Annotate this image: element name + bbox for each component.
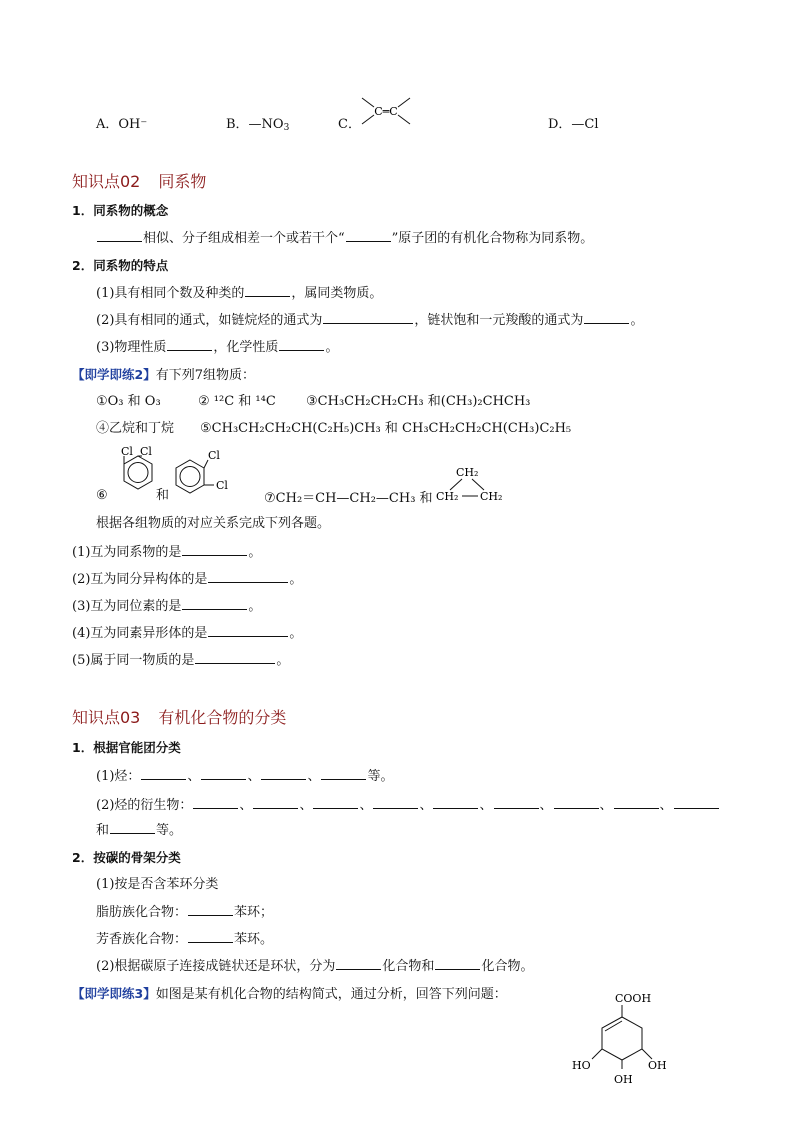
blank[interactable]	[97, 229, 142, 242]
question-2: (2)互为同分异构体的是 。	[72, 572, 303, 587]
alkene-label: C═C	[374, 105, 398, 118]
group-3: ③CH₃CH₂CH₂CH₃ 和(CH₃)₂CHCH₃	[306, 394, 531, 409]
chain-ring-line: (2)根据碳原子连接成链状还是环状，分为 化合物和 化合物。	[96, 959, 534, 974]
answer-blank[interactable]	[208, 624, 288, 637]
svg-text:Cl: Cl	[121, 445, 133, 458]
group-6-label: ⑥	[96, 488, 108, 503]
blank[interactable]	[167, 338, 212, 351]
question-5: (5)属于同一物质的是 。	[72, 653, 290, 668]
blank[interactable]	[373, 796, 418, 809]
svg-text:Cl: Cl	[140, 445, 152, 458]
carbon-skeleton-heading: 2．按碳的骨架分类	[72, 850, 181, 865]
group-5: ⑤CH₃CH₂CH₂CH(C₂H₅)CH₃ 和 CH₃CH₂CH₂CH(CH₃)C₂H₅	[200, 421, 572, 436]
blank[interactable]	[494, 796, 539, 809]
section-03-heading: 知识点03 有机化合物的分类	[72, 708, 287, 727]
blank[interactable]	[188, 930, 233, 943]
svg-text:HO: HO	[572, 1059, 591, 1072]
derivatives-line: (2)烃的衍生物： 、 、 、 、 、 、 、 、	[96, 796, 720, 815]
blank[interactable]	[188, 903, 233, 916]
hydrocarbon-line: (1)烃： 、 、 、 等。	[96, 769, 394, 784]
ortho-dichlorobenzene-structure	[112, 444, 160, 504]
blank[interactable]	[321, 767, 366, 780]
blank[interactable]	[141, 767, 186, 780]
svg-text:CH₂: CH₂	[436, 490, 459, 503]
homolog-features-heading: 2．同系物的特点	[72, 258, 169, 273]
blank[interactable]	[435, 957, 480, 970]
derivatives-line-2: 和 等。	[96, 823, 183, 838]
blank[interactable]	[433, 796, 478, 809]
blank[interactable]	[584, 311, 629, 324]
group-2: ② ¹²C 和 ¹⁴C	[198, 394, 276, 409]
homolog-concept-heading: 1．同系物的概念	[72, 203, 169, 218]
blank[interactable]	[110, 821, 155, 834]
meta-dichlorobenzene-structure	[170, 444, 240, 504]
option-a: A．OH⁻	[96, 117, 148, 132]
svg-text:CH₂: CH₂	[480, 490, 503, 503]
svg-text:OH: OH	[648, 1059, 667, 1072]
option-c: C．	[338, 117, 361, 132]
group-6-and: 和	[156, 488, 170, 503]
answer-blank[interactable]	[208, 570, 288, 583]
section-02-heading: 知识点02 同系物	[72, 172, 207, 191]
benzene-classification: (1)按是否含苯环分类	[96, 877, 219, 892]
blank[interactable]	[253, 796, 298, 809]
blank[interactable]	[323, 311, 413, 324]
option-b: B．$—NO_3$	[226, 117, 290, 133]
svg-text:Cl: Cl	[216, 479, 228, 492]
blank[interactable]	[245, 284, 290, 297]
exercise-2-intro: 【即学即练2】有下列7组物质：	[72, 367, 255, 383]
homolog-definition: 相似、分子组成相差一个或若干个“ ”原子团的有机化合物称为同系物。	[96, 229, 593, 248]
answer-blank[interactable]	[195, 651, 275, 664]
svg-text:OH: OH	[614, 1073, 633, 1086]
feature-1: (1)具有相同个数及种类的 ，属同类物质。	[96, 286, 383, 301]
blank[interactable]	[346, 229, 391, 242]
alkene-structure	[358, 94, 414, 130]
group-4: ④乙烷和丁烷	[96, 421, 175, 436]
svg-text:COOH: COOH	[615, 992, 652, 1005]
blank[interactable]	[279, 338, 324, 351]
blank[interactable]	[201, 767, 246, 780]
feature-3: (3)物理性质 ，化学性质 。	[96, 340, 339, 355]
blank[interactable]	[193, 796, 238, 809]
blank[interactable]	[261, 767, 306, 780]
shikimic-acid-structure	[560, 985, 680, 1090]
feature-2: (2)具有相同的通式，如链烷烃的通式为 ，链状饱和一元羧酸的通式为 。	[96, 313, 644, 328]
aliphatic-line: 脂肪族化合物： 苯环；	[96, 905, 274, 920]
answer-blank[interactable]	[182, 597, 247, 610]
question-intro: 根据各组物质的对应关系完成下列各题。	[96, 516, 331, 531]
blank[interactable]	[674, 796, 719, 809]
blank[interactable]	[554, 796, 599, 809]
cyclopropane-structure	[434, 462, 510, 506]
blank[interactable]	[614, 796, 659, 809]
question-1: (1)互为同系物的是 。	[72, 545, 262, 560]
functional-group-heading: 1．根据官能团分类	[72, 740, 181, 755]
group-1: ①O₃ 和 O₃	[96, 394, 161, 409]
answer-blank[interactable]	[182, 543, 247, 556]
option-d: D．—Cl	[548, 117, 599, 132]
svg-text:Cl: Cl	[208, 449, 220, 462]
question-3: (3)互为同位素的是 。	[72, 599, 262, 614]
blank[interactable]	[313, 796, 358, 809]
svg-text:CH₂: CH₂	[456, 466, 479, 479]
aromatic-line: 芳香族化合物： 苯环。	[96, 932, 274, 947]
group-7: ⑦CH₂＝CH—CH₂—CH₃ 和	[264, 491, 433, 506]
blank[interactable]	[336, 957, 381, 970]
exercise-3-intro: 【即学即练3】如图是某有机化合物的结构简式，通过分析，回答下列问题：	[72, 986, 507, 1002]
question-4: (4)互为同素异形体的是 。	[72, 626, 303, 641]
